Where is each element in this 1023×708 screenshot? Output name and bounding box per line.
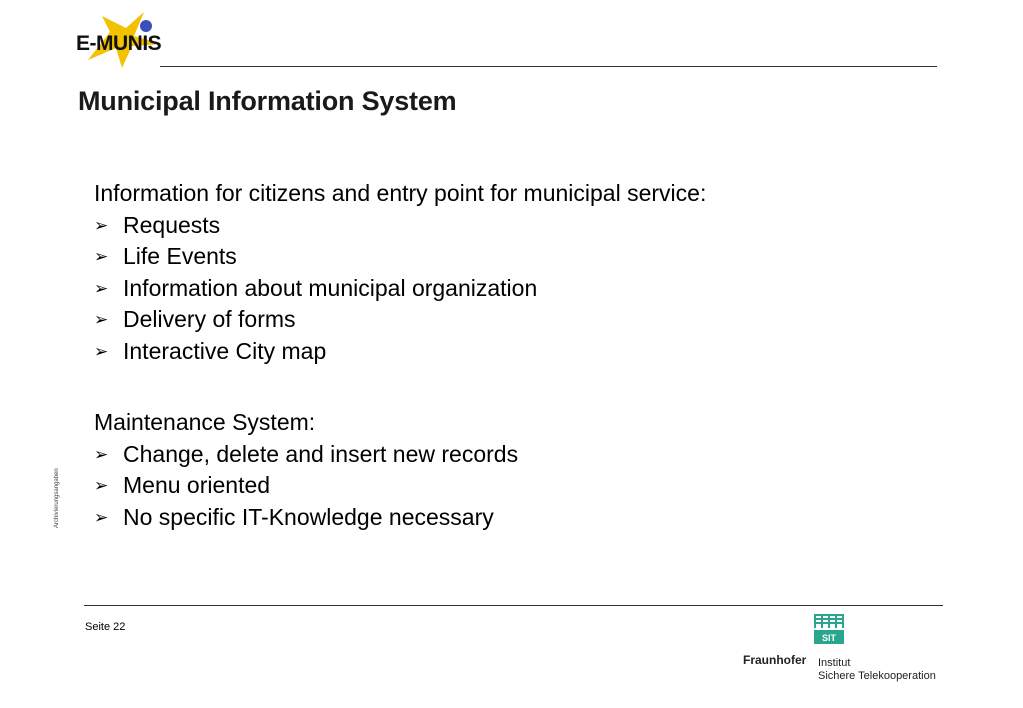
archive-note: Archivierungsangaben [54,468,60,528]
list-item: ➢ No specific IT-Knowledge necessary [94,502,518,534]
list-item: ➢ Interactive City map [94,336,706,368]
arrow-bullet-icon: ➢ [94,215,109,235]
arrow-bullet-icon: ➢ [94,476,109,495]
list-item: ➢ Requests [94,210,706,242]
arrow-bullet-icon: ➢ [94,278,109,298]
footer-divider [84,605,943,606]
arrow-bullet-icon: ➢ [94,341,109,361]
institute-name: Institut Sichere Telekooperation [818,657,936,682]
list-item: ➢ Information about municipal organization [94,273,706,305]
sit-mark-text: SIT [821,633,837,643]
section-heading: Information for citizens and entry point for municipal service: [94,180,707,206]
e-munis-logo [72,10,164,70]
header-divider [160,66,937,67]
list-item: ➢ Menu oriented [94,470,518,502]
list-item: ➢ Delivery of forms [94,304,706,336]
list-item: ➢ Change, delete and insert new records [94,439,518,471]
arrow-bullet-icon: ➢ [94,310,109,329]
sit-logo-icon [814,614,844,644]
arrow-bullet-icon: ➢ [94,507,109,527]
arrow-bullet-icon: ➢ [94,444,109,464]
logo-text: E-MUNIS [76,32,162,55]
section-maintenance [94,407,518,533]
list-item: ➢ Life Events [94,241,706,273]
fraunhofer-name: Fraunhofer [743,653,807,667]
section-heading: Maintenance System: [94,409,316,435]
section-citizens [94,178,706,367]
arrow-bullet-icon: ➢ [94,247,109,266]
slide-title: Municipal Information System [78,86,457,116]
page-number: Seite 22 [85,621,126,633]
